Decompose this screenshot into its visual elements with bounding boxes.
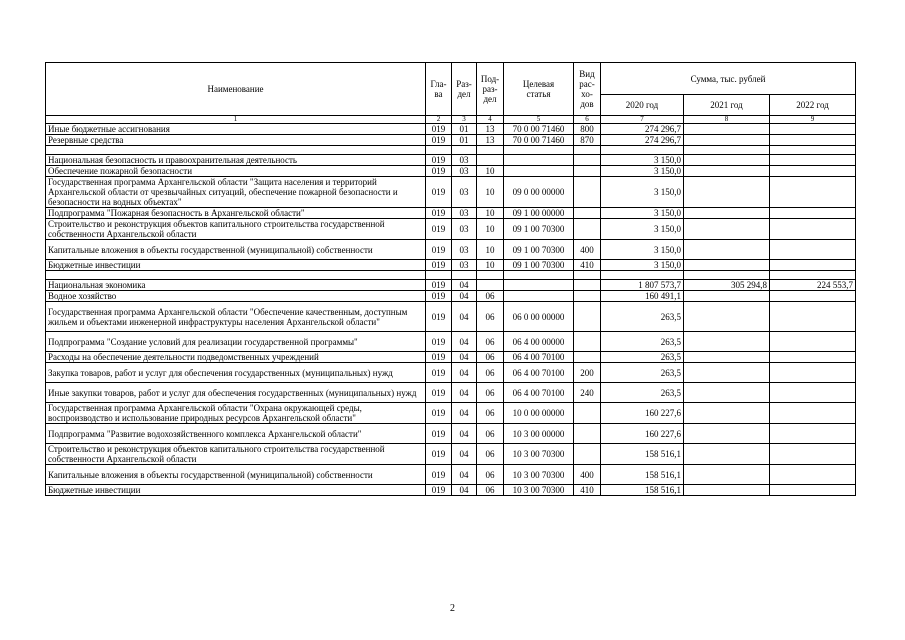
row-sum-2021 — [684, 302, 770, 332]
page-number: 2 — [450, 603, 455, 614]
column-number: 7 — [601, 116, 684, 124]
header-target: Целевая статья — [504, 63, 574, 116]
row-sum-2022 — [770, 166, 856, 177]
row-razdel: 01 — [452, 135, 477, 146]
row-sum-2022 — [770, 403, 856, 424]
row-name: Бюджетные инвестиции — [46, 260, 426, 271]
table-row — [46, 208, 856, 219]
row-sum-2020: 158 516,1 — [601, 465, 684, 485]
row-sum-2021 — [684, 240, 770, 260]
row-sum-2020 — [601, 271, 684, 280]
row-razdel: 04 — [452, 485, 477, 496]
row-vid — [574, 302, 601, 332]
row-sum-2021 — [684, 124, 770, 135]
table-row — [46, 352, 856, 363]
row-podrazdel: 10 — [477, 219, 504, 240]
row-razdel: 03 — [452, 219, 477, 240]
row-name: Подпрограмма "Создание условий для реализации государственной программы" — [46, 332, 426, 352]
row-target — [504, 166, 574, 177]
row-razdel: 04 — [452, 363, 477, 383]
table-row — [46, 383, 856, 403]
row-target — [504, 146, 574, 155]
row-sum-2020: 158 516,1 — [601, 485, 684, 496]
row-podrazdel — [477, 280, 504, 291]
row-podrazdel: 06 — [477, 424, 504, 444]
row-razdel: 03 — [452, 177, 477, 208]
row-vid — [574, 291, 601, 302]
row-glava: 019 — [426, 485, 452, 496]
row-podrazdel: 10 — [477, 260, 504, 271]
row-razdel: 04 — [452, 352, 477, 363]
row-sum-2020: 3 150,0 — [601, 219, 684, 240]
row-glava: 019 — [426, 208, 452, 219]
row-name: Государственная программа Архангельской области "Защита населения и территорий Архангельской области от чрезвычайных ситуаций, обеспечение пожарной безопасности и безопасности на водных объектах" — [46, 177, 426, 208]
table-row — [46, 280, 856, 291]
row-sum-2022 — [770, 208, 856, 219]
row-name: Государственная программа Архангельской области "Охрана окружающей среды, воспроизводство и использование природных ресурсов Архангельской области" — [46, 403, 426, 424]
spacer-row — [46, 271, 856, 280]
row-sum-2021 — [684, 166, 770, 177]
row-glava — [426, 271, 452, 280]
row-sum-2021 — [684, 260, 770, 271]
row-sum-2020: 263,5 — [601, 383, 684, 403]
row-name: Капитальные вложения в объекты государственной (муниципальной) собственности — [46, 240, 426, 260]
row-sum-2021 — [684, 363, 770, 383]
row-target: 06 4 00 70100 — [504, 383, 574, 403]
row-vid: 410 — [574, 260, 601, 271]
row-sum-2022 — [770, 177, 856, 208]
row-sum-2022 — [770, 363, 856, 383]
row-podrazdel: 10 — [477, 240, 504, 260]
row-podrazdel — [477, 155, 504, 166]
row-target: 10 3 00 70300 — [504, 444, 574, 465]
row-podrazdel — [477, 271, 504, 280]
row-sum-2021 — [684, 291, 770, 302]
row-vid: 200 — [574, 363, 601, 383]
spacer-row — [46, 146, 856, 155]
row-glava: 019 — [426, 155, 452, 166]
row-razdel: 04 — [452, 444, 477, 465]
row-sum-2020: 3 150,0 — [601, 260, 684, 271]
column-number: 6 — [574, 116, 601, 124]
row-sum-2021 — [684, 383, 770, 403]
row-target: 06 4 00 00000 — [504, 332, 574, 352]
row-glava: 019 — [426, 260, 452, 271]
row-glava: 019 — [426, 363, 452, 383]
row-sum-2020: 160 227,6 — [601, 424, 684, 444]
row-razdel — [452, 146, 477, 155]
row-name: Национальная экономика — [46, 280, 426, 291]
row-razdel: 03 — [452, 166, 477, 177]
table-row — [46, 166, 856, 177]
row-vid: 800 — [574, 124, 601, 135]
row-target: 06 4 00 70100 — [504, 352, 574, 363]
row-name: Резервные средства — [46, 135, 426, 146]
row-sum-2022 — [770, 485, 856, 496]
row-target: 09 0 00 00000 — [504, 177, 574, 208]
row-sum-2022 — [770, 146, 856, 155]
row-glava: 019 — [426, 383, 452, 403]
row-sum-2020: 3 150,0 — [601, 155, 684, 166]
row-razdel: 01 — [452, 124, 477, 135]
row-name: Иные бюджетные ассигнования — [46, 124, 426, 135]
row-sum-2021 — [684, 352, 770, 363]
row-glava: 019 — [426, 424, 452, 444]
row-razdel: 04 — [452, 424, 477, 444]
row-name — [46, 271, 426, 280]
row-sum-2020: 3 150,0 — [601, 166, 684, 177]
row-vid — [574, 424, 601, 444]
row-vid — [574, 280, 601, 291]
column-number: 2 — [426, 116, 452, 124]
table-row — [46, 291, 856, 302]
row-target: 70 0 00 71460 — [504, 135, 574, 146]
row-name: Строительство и реконструкция объектов капитального строительства государственной собственности Архангельской области — [46, 219, 426, 240]
row-podrazdel: 13 — [477, 124, 504, 135]
row-target: 06 4 00 70100 — [504, 363, 574, 383]
row-sum-2021 — [684, 403, 770, 424]
row-glava: 019 — [426, 240, 452, 260]
table-body — [46, 124, 856, 496]
row-podrazdel: 10 — [477, 166, 504, 177]
row-podrazdel: 10 — [477, 208, 504, 219]
row-target: 10 3 00 00000 — [504, 424, 574, 444]
row-vid — [574, 177, 601, 208]
row-vid — [574, 146, 601, 155]
row-name: Обеспечение пожарной безопасности — [46, 166, 426, 177]
row-vid — [574, 352, 601, 363]
table-row — [46, 332, 856, 352]
table-row — [46, 124, 856, 135]
row-target — [504, 271, 574, 280]
row-podrazdel: 06 — [477, 485, 504, 496]
row-podrazdel: 06 — [477, 465, 504, 485]
row-sum-2022 — [770, 124, 856, 135]
row-sum-2021 — [684, 444, 770, 465]
row-vid — [574, 332, 601, 352]
header-year-2021: 2021 год — [684, 95, 770, 116]
row-sum-2022 — [770, 291, 856, 302]
table-row — [46, 135, 856, 146]
row-name: Иные закупки товаров, работ и услуг для обеспечения государственных (муниципальных) нужд — [46, 383, 426, 403]
row-vid — [574, 403, 601, 424]
row-razdel — [452, 271, 477, 280]
row-sum-2020: 1 807 573,7 — [601, 280, 684, 291]
row-sum-2022 — [770, 135, 856, 146]
row-sum-2020: 160 227,6 — [601, 403, 684, 424]
row-name — [46, 146, 426, 155]
row-glava: 019 — [426, 352, 452, 363]
row-target: 70 0 00 71460 — [504, 124, 574, 135]
row-sum-2020: 3 150,0 — [601, 177, 684, 208]
row-sum-2020: 274 296,7 — [601, 135, 684, 146]
row-target: 09 1 00 70300 — [504, 219, 574, 240]
table-row — [46, 485, 856, 496]
row-name: Бюджетные инвестиции — [46, 485, 426, 496]
row-vid: 870 — [574, 135, 601, 146]
table-row — [46, 177, 856, 208]
table-row — [46, 424, 856, 444]
row-razdel: 04 — [452, 291, 477, 302]
row-razdel: 03 — [452, 240, 477, 260]
row-name: Государственная программа Архангельской области "Обеспечение качественным, доступным жильем и объектами инженерной инфраструктуры населения Архангельской области" — [46, 302, 426, 332]
row-sum-2021 — [684, 219, 770, 240]
header-year-2022: 2022 год — [770, 95, 856, 116]
row-target: 10 3 00 70300 — [504, 465, 574, 485]
row-sum-2021 — [684, 177, 770, 208]
row-sum-2021 — [684, 146, 770, 155]
row-razdel: 03 — [452, 208, 477, 219]
row-podrazdel: 06 — [477, 352, 504, 363]
row-vid: 400 — [574, 465, 601, 485]
row-sum-2020 — [601, 146, 684, 155]
row-podrazdel: 06 — [477, 444, 504, 465]
row-glava: 019 — [426, 291, 452, 302]
row-glava: 019 — [426, 332, 452, 352]
row-sum-2021: 305 294,8 — [684, 280, 770, 291]
column-number: 5 — [504, 116, 574, 124]
row-sum-2022 — [770, 332, 856, 352]
row-vid: 410 — [574, 485, 601, 496]
row-podrazdel: 06 — [477, 383, 504, 403]
row-glava: 019 — [426, 302, 452, 332]
row-podrazdel — [477, 146, 504, 155]
row-sum-2021 — [684, 155, 770, 166]
row-glava: 019 — [426, 280, 452, 291]
row-name: Подпрограмма "Развитие водохозяйственного комплекса Архангельской области" — [46, 424, 426, 444]
row-sum-2020: 263,5 — [601, 352, 684, 363]
row-razdel: 03 — [452, 260, 477, 271]
row-razdel: 03 — [452, 155, 477, 166]
row-sum-2021 — [684, 332, 770, 352]
row-glava — [426, 146, 452, 155]
row-vid — [574, 166, 601, 177]
row-target: 06 0 00 00000 — [504, 302, 574, 332]
row-podrazdel: 06 — [477, 363, 504, 383]
column-number: 4 — [477, 116, 504, 124]
table-row — [46, 219, 856, 240]
column-number: 3 — [452, 116, 477, 124]
row-target: 10 0 00 00000 — [504, 403, 574, 424]
header-podrazdel: Под- раз- дел — [477, 63, 504, 116]
row-glava: 019 — [426, 465, 452, 485]
row-sum-2021 — [684, 271, 770, 280]
row-sum-2022 — [770, 271, 856, 280]
row-razdel: 04 — [452, 465, 477, 485]
row-glava: 019 — [426, 219, 452, 240]
header-sum: Сумма, тыс. рублей — [601, 63, 856, 95]
row-sum-2020: 158 516,1 — [601, 444, 684, 465]
budget-table — [45, 62, 856, 496]
table-row — [46, 363, 856, 383]
row-glava: 019 — [426, 135, 452, 146]
row-razdel: 04 — [452, 403, 477, 424]
row-glava: 019 — [426, 403, 452, 424]
row-vid: 400 — [574, 240, 601, 260]
row-target — [504, 155, 574, 166]
header-glava: Гла- ва — [426, 63, 452, 116]
row-name: Водное хозяйство — [46, 291, 426, 302]
row-sum-2020: 3 150,0 — [601, 240, 684, 260]
table-row — [46, 260, 856, 271]
header-razdel: Раз- дел — [452, 63, 477, 116]
row-sum-2020: 263,5 — [601, 363, 684, 383]
row-razdel: 04 — [452, 302, 477, 332]
row-sum-2022 — [770, 240, 856, 260]
row-sum-2022 — [770, 260, 856, 271]
row-target — [504, 291, 574, 302]
row-sum-2022 — [770, 424, 856, 444]
row-sum-2022 — [770, 352, 856, 363]
row-glava: 019 — [426, 177, 452, 208]
row-sum-2022: 224 553,7 — [770, 280, 856, 291]
row-glava: 019 — [426, 166, 452, 177]
row-sum-2022 — [770, 155, 856, 166]
row-sum-2021 — [684, 424, 770, 444]
column-number: 8 — [684, 116, 770, 124]
row-sum-2021 — [684, 135, 770, 146]
row-podrazdel: 10 — [477, 177, 504, 208]
row-podrazdel: 06 — [477, 291, 504, 302]
row-podrazdel: 06 — [477, 403, 504, 424]
column-number: 9 — [770, 116, 856, 124]
row-vid — [574, 219, 601, 240]
row-sum-2020: 160 491,1 — [601, 291, 684, 302]
row-name: Национальная безопасность и правоохранительная деятельность — [46, 155, 426, 166]
row-sum-2022 — [770, 465, 856, 485]
row-podrazdel: 06 — [477, 332, 504, 352]
row-sum-2020: 274 296,7 — [601, 124, 684, 135]
row-razdel: 04 — [452, 383, 477, 403]
row-razdel: 04 — [452, 280, 477, 291]
table-row — [46, 465, 856, 485]
row-vid: 240 — [574, 383, 601, 403]
table-row — [46, 155, 856, 166]
row-sum-2020: 3 150,0 — [601, 208, 684, 219]
row-sum-2022 — [770, 444, 856, 465]
header-year-2020: 2020 год — [601, 95, 684, 116]
row-sum-2021 — [684, 465, 770, 485]
row-vid — [574, 444, 601, 465]
row-target — [504, 280, 574, 291]
row-podrazdel: 06 — [477, 302, 504, 332]
row-name: Капитальные вложения в объекты государственной (муниципальной) собственности — [46, 465, 426, 485]
row-sum-2022 — [770, 383, 856, 403]
row-glava: 019 — [426, 444, 452, 465]
row-razdel: 04 — [452, 332, 477, 352]
row-sum-2022 — [770, 302, 856, 332]
column-number: 1 — [46, 116, 426, 124]
table-row — [46, 302, 856, 332]
header-name: Наименование — [46, 63, 426, 116]
row-glava: 019 — [426, 124, 452, 135]
row-sum-2021 — [684, 485, 770, 496]
row-sum-2020: 263,5 — [601, 332, 684, 352]
row-vid — [574, 271, 601, 280]
row-name: Подпрограмма "Пожарная безопасность в Архангельской области" — [46, 208, 426, 219]
row-vid — [574, 208, 601, 219]
row-sum-2021 — [684, 208, 770, 219]
row-podrazdel: 13 — [477, 135, 504, 146]
row-name: Расходы на обеспечение деятельности подведомственных учреждений — [46, 352, 426, 363]
table-row — [46, 240, 856, 260]
row-target: 09 1 00 70300 — [504, 240, 574, 260]
row-target: 10 3 00 70300 — [504, 485, 574, 496]
table-row — [46, 403, 856, 424]
row-target: 09 1 00 00000 — [504, 208, 574, 219]
row-target: 09 1 00 70300 — [504, 260, 574, 271]
row-vid — [574, 155, 601, 166]
row-name: Строительство и реконструкция объектов капитального строительства государственной собственности Архангельской области — [46, 444, 426, 465]
row-name: Закупка товаров, работ и услуг для обеспечения государственных (муниципальных) нужд — [46, 363, 426, 383]
table-row — [46, 444, 856, 465]
row-sum-2022 — [770, 219, 856, 240]
header-vid: Вид рас- хо- дов — [574, 63, 601, 116]
row-sum-2020: 263,5 — [601, 302, 684, 332]
